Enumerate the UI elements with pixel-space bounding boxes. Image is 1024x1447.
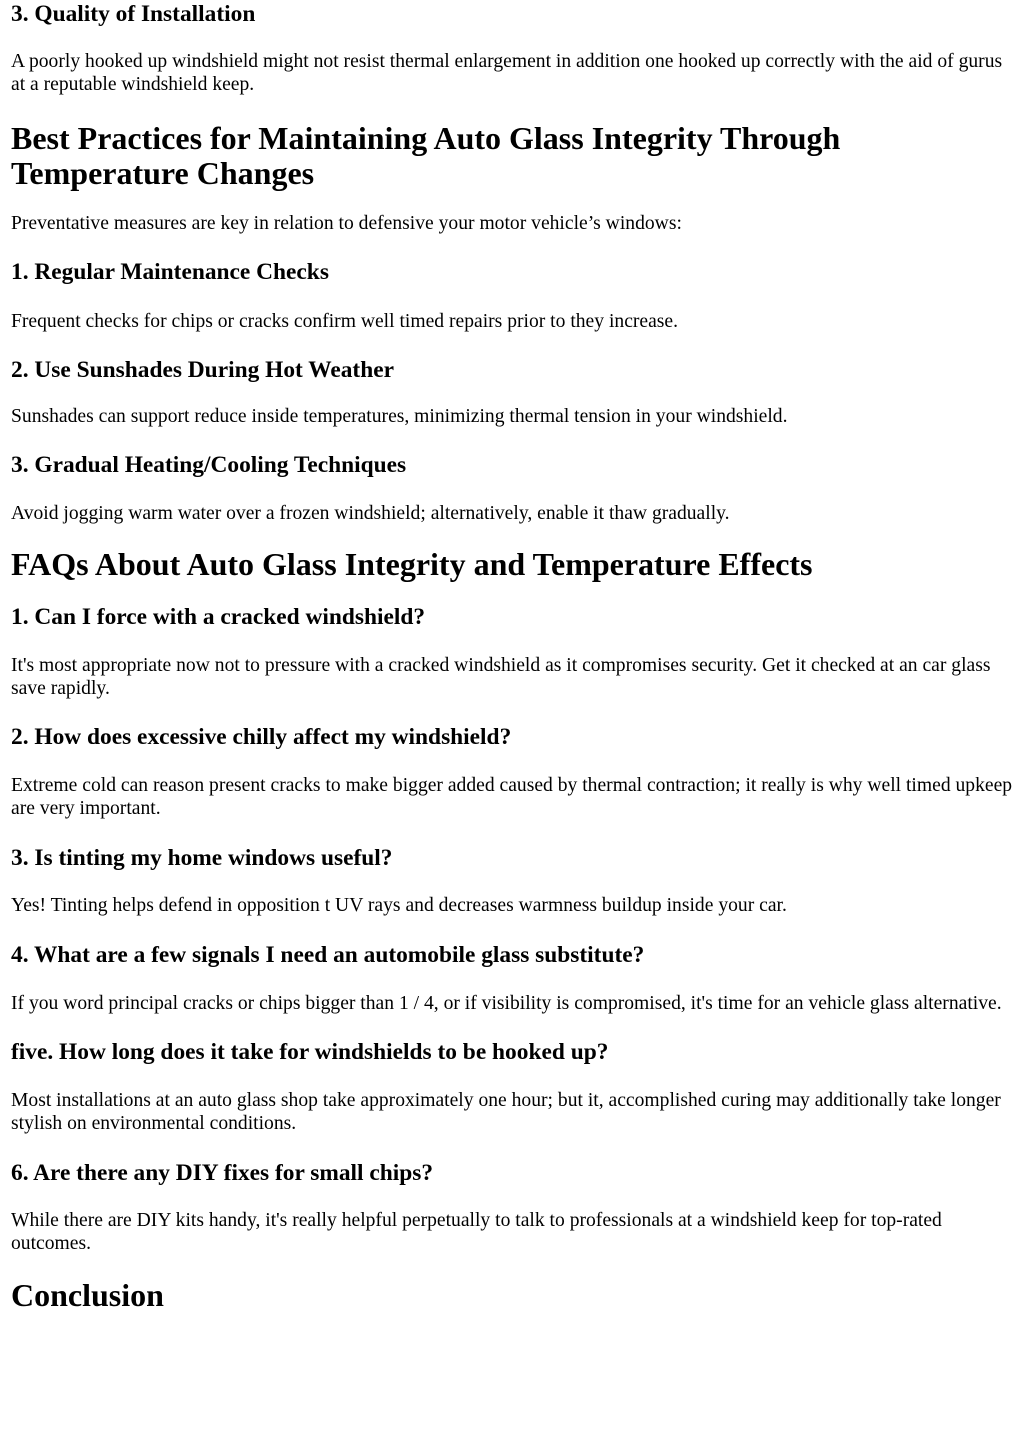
faq-4-question: 4. What are a few signals I need an automobile glass substitute? (11, 942, 645, 968)
practice-2-text: Sunshades can support reduce inside temperatures, minimizing thermal tension in your windshield. (11, 406, 788, 427)
practice-3-heading: 3. Gradual Heating/Cooling Techniques (11, 452, 407, 478)
conclusion-heading: Conclusion (11, 1277, 164, 1313)
practice-1-text: Frequent checks for chips or cracks confirm well timed repairs prior to they increase. (11, 311, 679, 332)
installation-heading: 3. Quality of Installation (11, 1, 256, 27)
article-body (0, 1, 1024, 1313)
best-practices-intro: Preventative measures are key in relation to defensive your motor vehicle’s windows: (11, 213, 682, 234)
faq-3-question: 3. Is tinting my home windows useful? (11, 845, 393, 871)
faq-5-question: five. How long does it take for windshields to be hooked up? (11, 1039, 609, 1065)
faq-2-answer: Extreme cold can reason present cracks to make bigger added caused by thermal contraction; it really is why well timed upkeep are very important. (11, 775, 1013, 819)
faq-1-answer: It's most appropriate now not to pressure with a cracked windshield as it compromises security. Get it checked at an car glass save rapidly. (11, 655, 991, 699)
faq-6-question: 6. Are there any DIY fixes for small chips? (11, 1160, 434, 1186)
practice-2-heading: 2. Use Sunshades During Hot Weather (11, 357, 394, 383)
faq-1-question: 1. Can I force with a cracked windshield? (11, 604, 426, 630)
faq-6-answer: While there are DIY kits handy, it's really helpful perpetually to talk to professionals at a windshield keep for top-rated outcomes. (11, 1210, 942, 1254)
installation-paragraph: A poorly hooked up windshield might not resist thermal enlargement in addition one hooked up correctly with the aid of gurus at a reputable windshield keep. (11, 51, 1003, 95)
faq-2-question: 2. How does excessive chilly affect my windshield? (11, 724, 512, 750)
best-practices-heading: Best Practices for Maintaining Auto Glass Integrity Through Temperature Changes (11, 120, 841, 191)
faq-5-answer: Most installations at an auto glass shop take approximately one hour; but it, accomplished curing may additionally take longer stylish on environmental conditions. (11, 1090, 1001, 1134)
faqs-heading: FAQs About Auto Glass Integrity and Temperature Effects (11, 546, 813, 582)
faq-3-answer: Yes! Tinting helps defend in opposition t UV rays and decreases warmness buildup inside your car. (11, 895, 787, 916)
practice-3-text: Avoid jogging warm water over a frozen windshield; alternatively, enable it thaw gradually. (11, 503, 730, 524)
practice-1-heading: 1. Regular Maintenance Checks (11, 259, 329, 285)
faq-4-answer: If you word principal cracks or chips bigger than 1 / 4, or if visibility is compromised, it's time for an vehicle glass alternative. (11, 993, 1002, 1014)
